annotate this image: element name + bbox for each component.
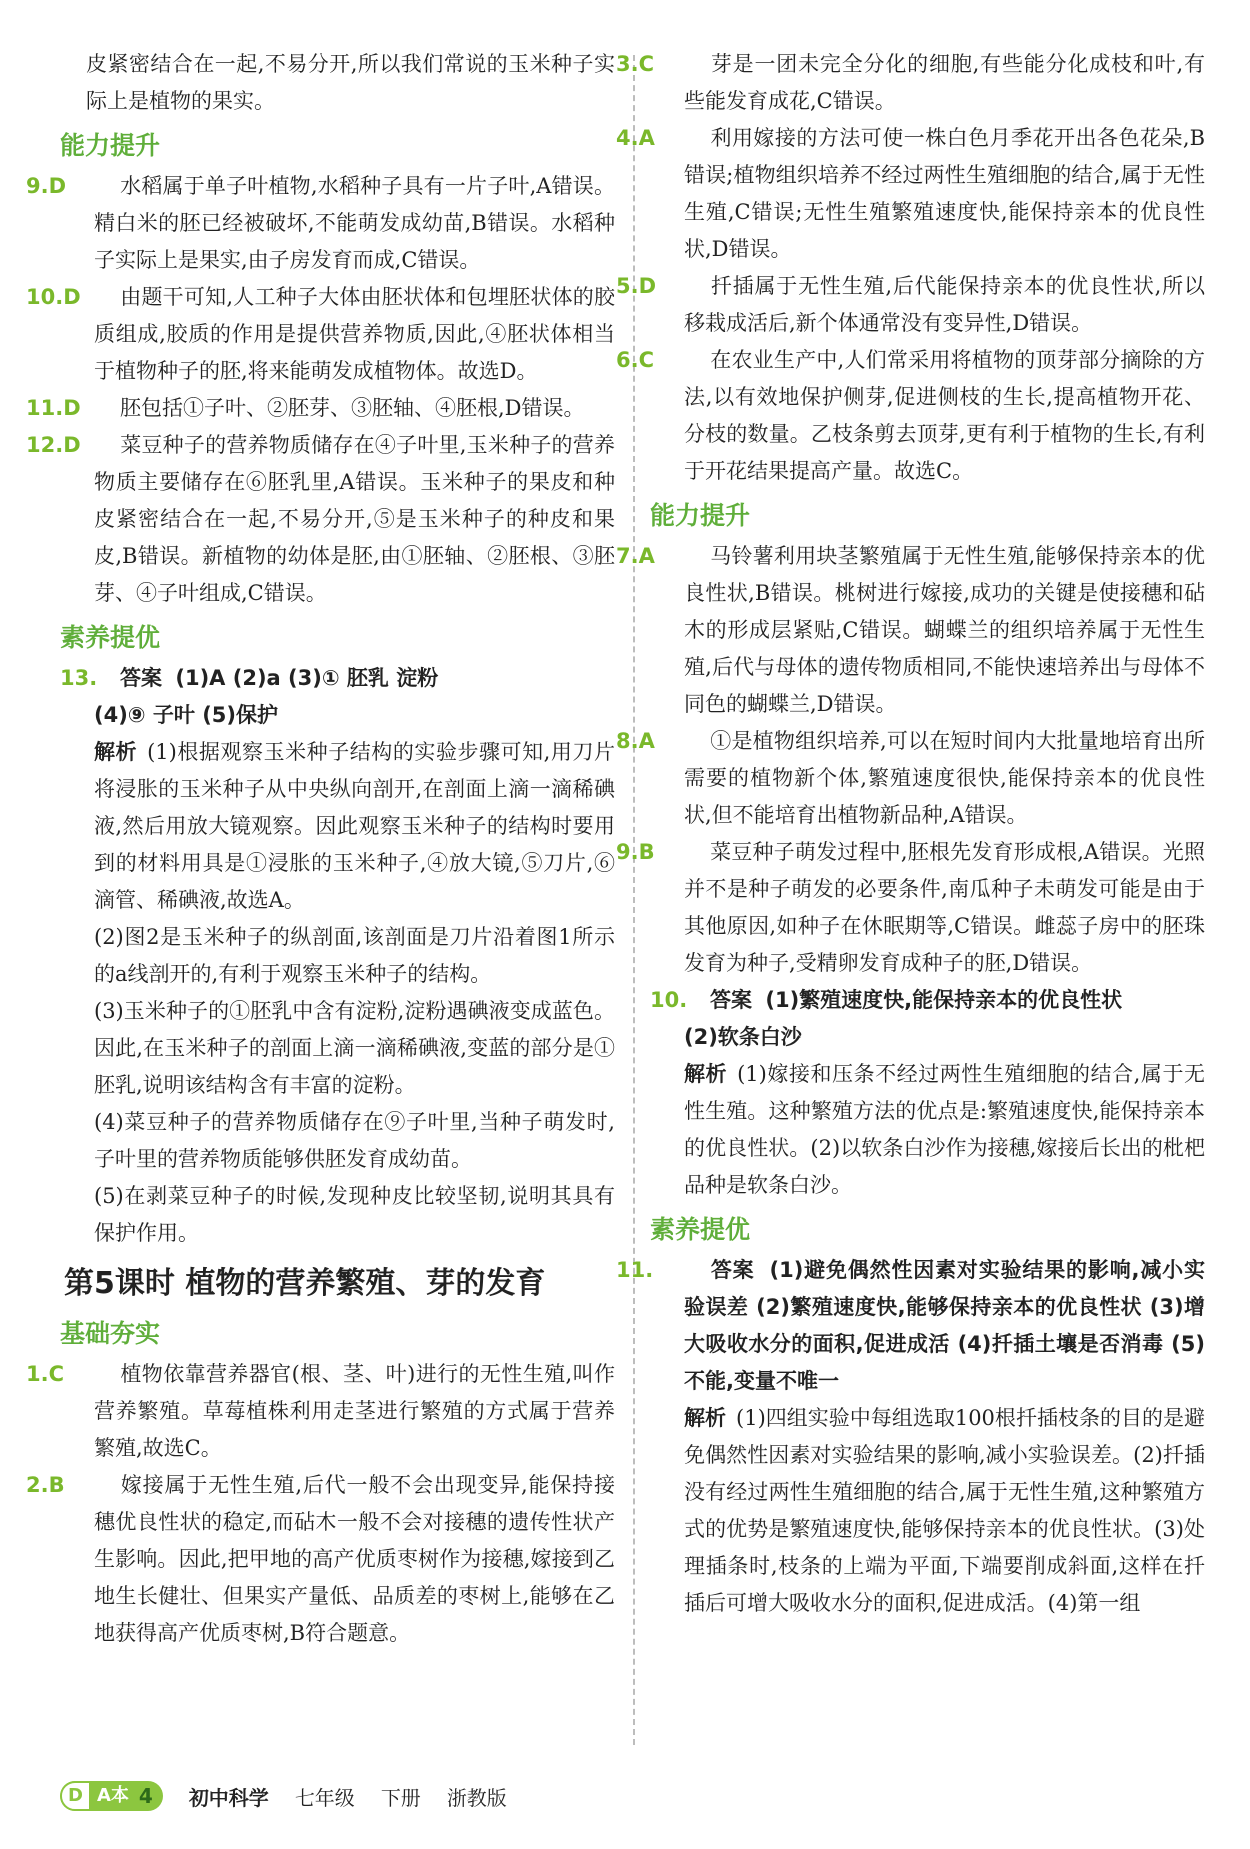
- item-text: 在农业生产中,人们常采用将植物的顶芽部分摘除的方法,以有效地保护侧芽,促进侧枝的生长,提高植物开花、分枝的数量。乙枝条剪去顶芽,更有利于植物的生长,有利于开花结果提高产量。故选C。: [684, 348, 1205, 483]
- item-number: 10.D: [26, 285, 81, 309]
- item-number: 2.B: [26, 1473, 65, 1497]
- item-number: 6.C: [616, 348, 655, 372]
- item-text: 马铃薯利用块茎繁殖属于无性生殖,能够保持亲本的优良性状,B错误。桃树进行嫁接,成功的关键是使接穗和砧木的形成层紧贴,C错误。蝴蝶兰的组织培养属于无性生殖,后代与母体的遗传物质相同,不能快速培养出与母体不同色的蝴蝶兰,D错误。: [684, 544, 1205, 716]
- item-number: 9.D: [26, 174, 67, 198]
- left-column: [26, 46, 615, 1652]
- answer-item-2: [26, 1467, 615, 1652]
- item-number: 4.A: [616, 126, 655, 150]
- item-number: 12.D: [26, 433, 81, 457]
- answer-label: 答案: [710, 988, 752, 1012]
- footer-grade: 七年级: [294, 1785, 355, 1810]
- item-number: 9.B: [616, 840, 655, 864]
- item-number: 7.A: [616, 544, 655, 568]
- page-footer: [60, 1778, 507, 1814]
- item-number: 8.A: [616, 729, 655, 753]
- answer-text-cont: (4)⑨ 子叶 (5)保护: [94, 703, 279, 727]
- section-heading-basics: 基础夯实: [60, 1319, 161, 1348]
- right-column: [616, 46, 1205, 1622]
- item-number: 1.C: [26, 1362, 65, 1386]
- section-heading-excellence: 素养提优: [650, 1215, 751, 1244]
- answer-text: (1)A (2)a (3)① 胚乳 淀粉: [175, 666, 439, 690]
- item-text: 胚包括①子叶、②胚芽、③胚轴、④胚根,D错误。: [120, 396, 585, 420]
- answer-item-7: [616, 538, 1205, 723]
- lesson-title: 第5课时 植物的营养繁殖、芽的发育: [64, 1266, 546, 1301]
- item-text: 菜豆种子的营养物质储存在④子叶里,玉米种子的营养物质主要储存在⑥胚乳里,A错误。玉米种子的果皮和种皮紧密结合在一起,不易分开,⑤是玉米种子的种皮和果皮,B错误。新植物的幼体是胚,由①胚轴、②胚根、③胚芽、④子叶组成,C错误。: [94, 433, 615, 605]
- answer-item-11: [26, 390, 615, 427]
- answer-item-11: [616, 1252, 1205, 1622]
- item-number: 5.D: [616, 274, 657, 298]
- answer-item-3: [616, 46, 1205, 120]
- item-number: 11.D: [26, 396, 81, 420]
- item-number: 10.: [650, 988, 688, 1012]
- section-heading-excellence: 素养提优: [60, 623, 161, 652]
- analysis-text: (1)根据观察玉米种子结构的实验步骤可知,用刀片将浸胀的玉米种子从中央纵向剖开,在剖面上滴一滴稀碘液,然后用放大镜观察。因此观察玉米种子的结构时要用到的材料用具是①浸胀的玉米种子,④放大镜,⑤刀片,⑥滴管、稀碘液,故选A。: [94, 740, 615, 912]
- analysis-label: 解析: [94, 740, 138, 764]
- answer-item-4: [616, 120, 1205, 268]
- item-text: 嫁接属于无性生殖,后代一般不会出现变异,能保持接穗优良性状的稳定,而砧木一般不会对接穗的遗传性状产生影响。因此,把甲地的高产优质枣树作为接穗,嫁接到乙地生长健壮、但果实产量低、品质差的枣树上,能够在乙地获得高产优质枣树,B符合题意。: [94, 1473, 615, 1645]
- analysis-text: (3)玉米种子的①胚乳中含有淀粉,淀粉遇碘液变成蓝色。因此,在玉米种子的剖面上滴一滴稀碘液,变蓝的部分是①胚乳,说明该结构含有丰富的淀粉。: [94, 999, 615, 1097]
- answer-label: 答案: [710, 1258, 755, 1282]
- analysis-text: (1)四组实验中每组选取100根扦插枝条的目的是避免偶然性因素对实验结果的影响,减小实验误差。(2)扦插没有经过两性生殖细胞的结合,属于无性生殖,这种繁殖方式的优势是繁殖速度快,能够保持亲本的优良性状。(3)处理插条时,枝条的上端为平面,下端要削成斜面,这样在扦插后可增大吸收水分的面积,促进成活。(4)第一组: [684, 1406, 1205, 1615]
- answer-item-6: [616, 342, 1205, 490]
- analysis-text: (1)嫁接和压条不经过两性生殖细胞的结合,属于无性生殖。这种繁殖方法的优点是:繁殖速度快,能保持亲本的优良性状。(2)以软条白沙作为接穗,嫁接后长出的枇杷品种是软条白沙。: [684, 1062, 1205, 1197]
- item-text: 由题干可知,人工种子大体由胚状体和包埋胚状体的胶质组成,胶质的作用是提供营养物质,因此,④胚状体相当于植物种子的胚,将来能萌发成植物体。故选D。: [94, 285, 615, 383]
- answer-label: 答案: [120, 666, 162, 690]
- item-text: ①是植物组织培养,可以在短时间内大批量地培育出所需要的植物新个体,繁殖速度很快,能保持亲本的优良性状,但不能培育出植物新品种,A错误。: [684, 729, 1205, 827]
- item-number: 3.C: [616, 52, 655, 76]
- analysis-text: (5)在剥菜豆种子的时候,发现种皮比较坚韧,说明其具有保护作用。: [94, 1184, 615, 1245]
- item-text: 植物依靠营养器官(根、茎、叶)进行的无性生殖,叫作营养繁殖。草莓植株利用走茎进行繁殖的方式属于营养繁殖,故选C。: [94, 1362, 615, 1460]
- answer-text: (1)繁殖速度快,能保持亲本的优良性状: [765, 988, 1123, 1012]
- answer-item-13: [60, 660, 615, 1252]
- item-text: 芽是一团未完全分化的细胞,有些能分化成枝和叶,有些能发育成花,C错误。: [684, 52, 1205, 113]
- page-number: 4: [138, 1784, 153, 1808]
- footer-subject: 初中科学: [188, 1785, 269, 1810]
- section-heading-ability: 能力提升: [650, 501, 751, 530]
- answer-item-8: [616, 723, 1205, 834]
- item-number: 13.: [60, 666, 98, 690]
- section-heading-ability: 能力提升: [60, 131, 161, 160]
- page-badge: [60, 1781, 163, 1811]
- item-text: 扦插属于无性生殖,后代能保持亲本的优良性状,所以移栽成活后,新个体通常没有变异性,D错误。: [684, 274, 1205, 335]
- answer-item-9: [26, 168, 615, 279]
- answer-item-1: [26, 1356, 615, 1467]
- footer-edition: 浙教版: [446, 1785, 507, 1810]
- item-text: 菜豆种子萌发过程中,胚根先发育形成根,A错误。光照并不是种子萌发的必要条件,南瓜种子未萌发可能是由于其他原因,如种子在休眠期等,C错误。雌蕊子房中的胚珠发育为种子,受精卵发育成种子的胚,D错误。: [684, 840, 1205, 975]
- answer-item-5: [616, 268, 1205, 342]
- analysis-label: 解析: [684, 1062, 728, 1086]
- badge-book: A本: [96, 1785, 129, 1806]
- column-divider: [633, 55, 635, 1745]
- item-number: 11.: [616, 1258, 654, 1282]
- item-text: 利用嫁接的方法可使一株白色月季花开出各色花朵,B错误;植物组织培养不经过两性生殖细胞的结合,属于无性生殖,C错误;无性生殖繁殖速度快,能保持亲本的优良性状,D错误。: [684, 126, 1205, 261]
- answer-text: (1)避免偶然性因素对实验结果的影响,减小实验误差 (2)繁殖速度快,能够保持亲本的优良性状 (3)增大吸收水分的面积,促进成活 (4)扦插土壤是否消毒 (5)不能,变量不唯一: [684, 1258, 1205, 1393]
- answer-item-12: [26, 427, 615, 612]
- item-text: 水稻属于单子叶植物,水稻种子具有一片子叶,A错误。精白米的胚已经被破坏,不能萌发成幼苗,B错误。水稻种子实际上是果实,由子房发育而成,C错误。: [94, 174, 615, 272]
- answer-item-10: [26, 279, 615, 390]
- answer-text-cont: (2)软条白沙: [684, 1025, 802, 1049]
- analysis-label: 解析: [684, 1406, 727, 1430]
- analysis-text: (4)菜豆种子的营养物质储存在⑨子叶里,当种子萌发时,子叶里的营养物质能够供胚发育成幼苗。: [94, 1110, 615, 1171]
- answer-item-9: [616, 834, 1205, 982]
- answer-item-10: [650, 982, 1205, 1204]
- footer-volume: 下册: [380, 1785, 421, 1810]
- badge-d: D: [60, 1781, 91, 1811]
- intro-paragraph: 皮紧密结合在一起,不易分开,所以我们常说的玉米种子实际上是植物的果实。: [86, 52, 615, 113]
- analysis-text: (2)图2是玉米种子的纵剖面,该剖面是刀片沿着图1所示的a线剖开的,有利于观察玉米种子的结构。: [94, 925, 615, 986]
